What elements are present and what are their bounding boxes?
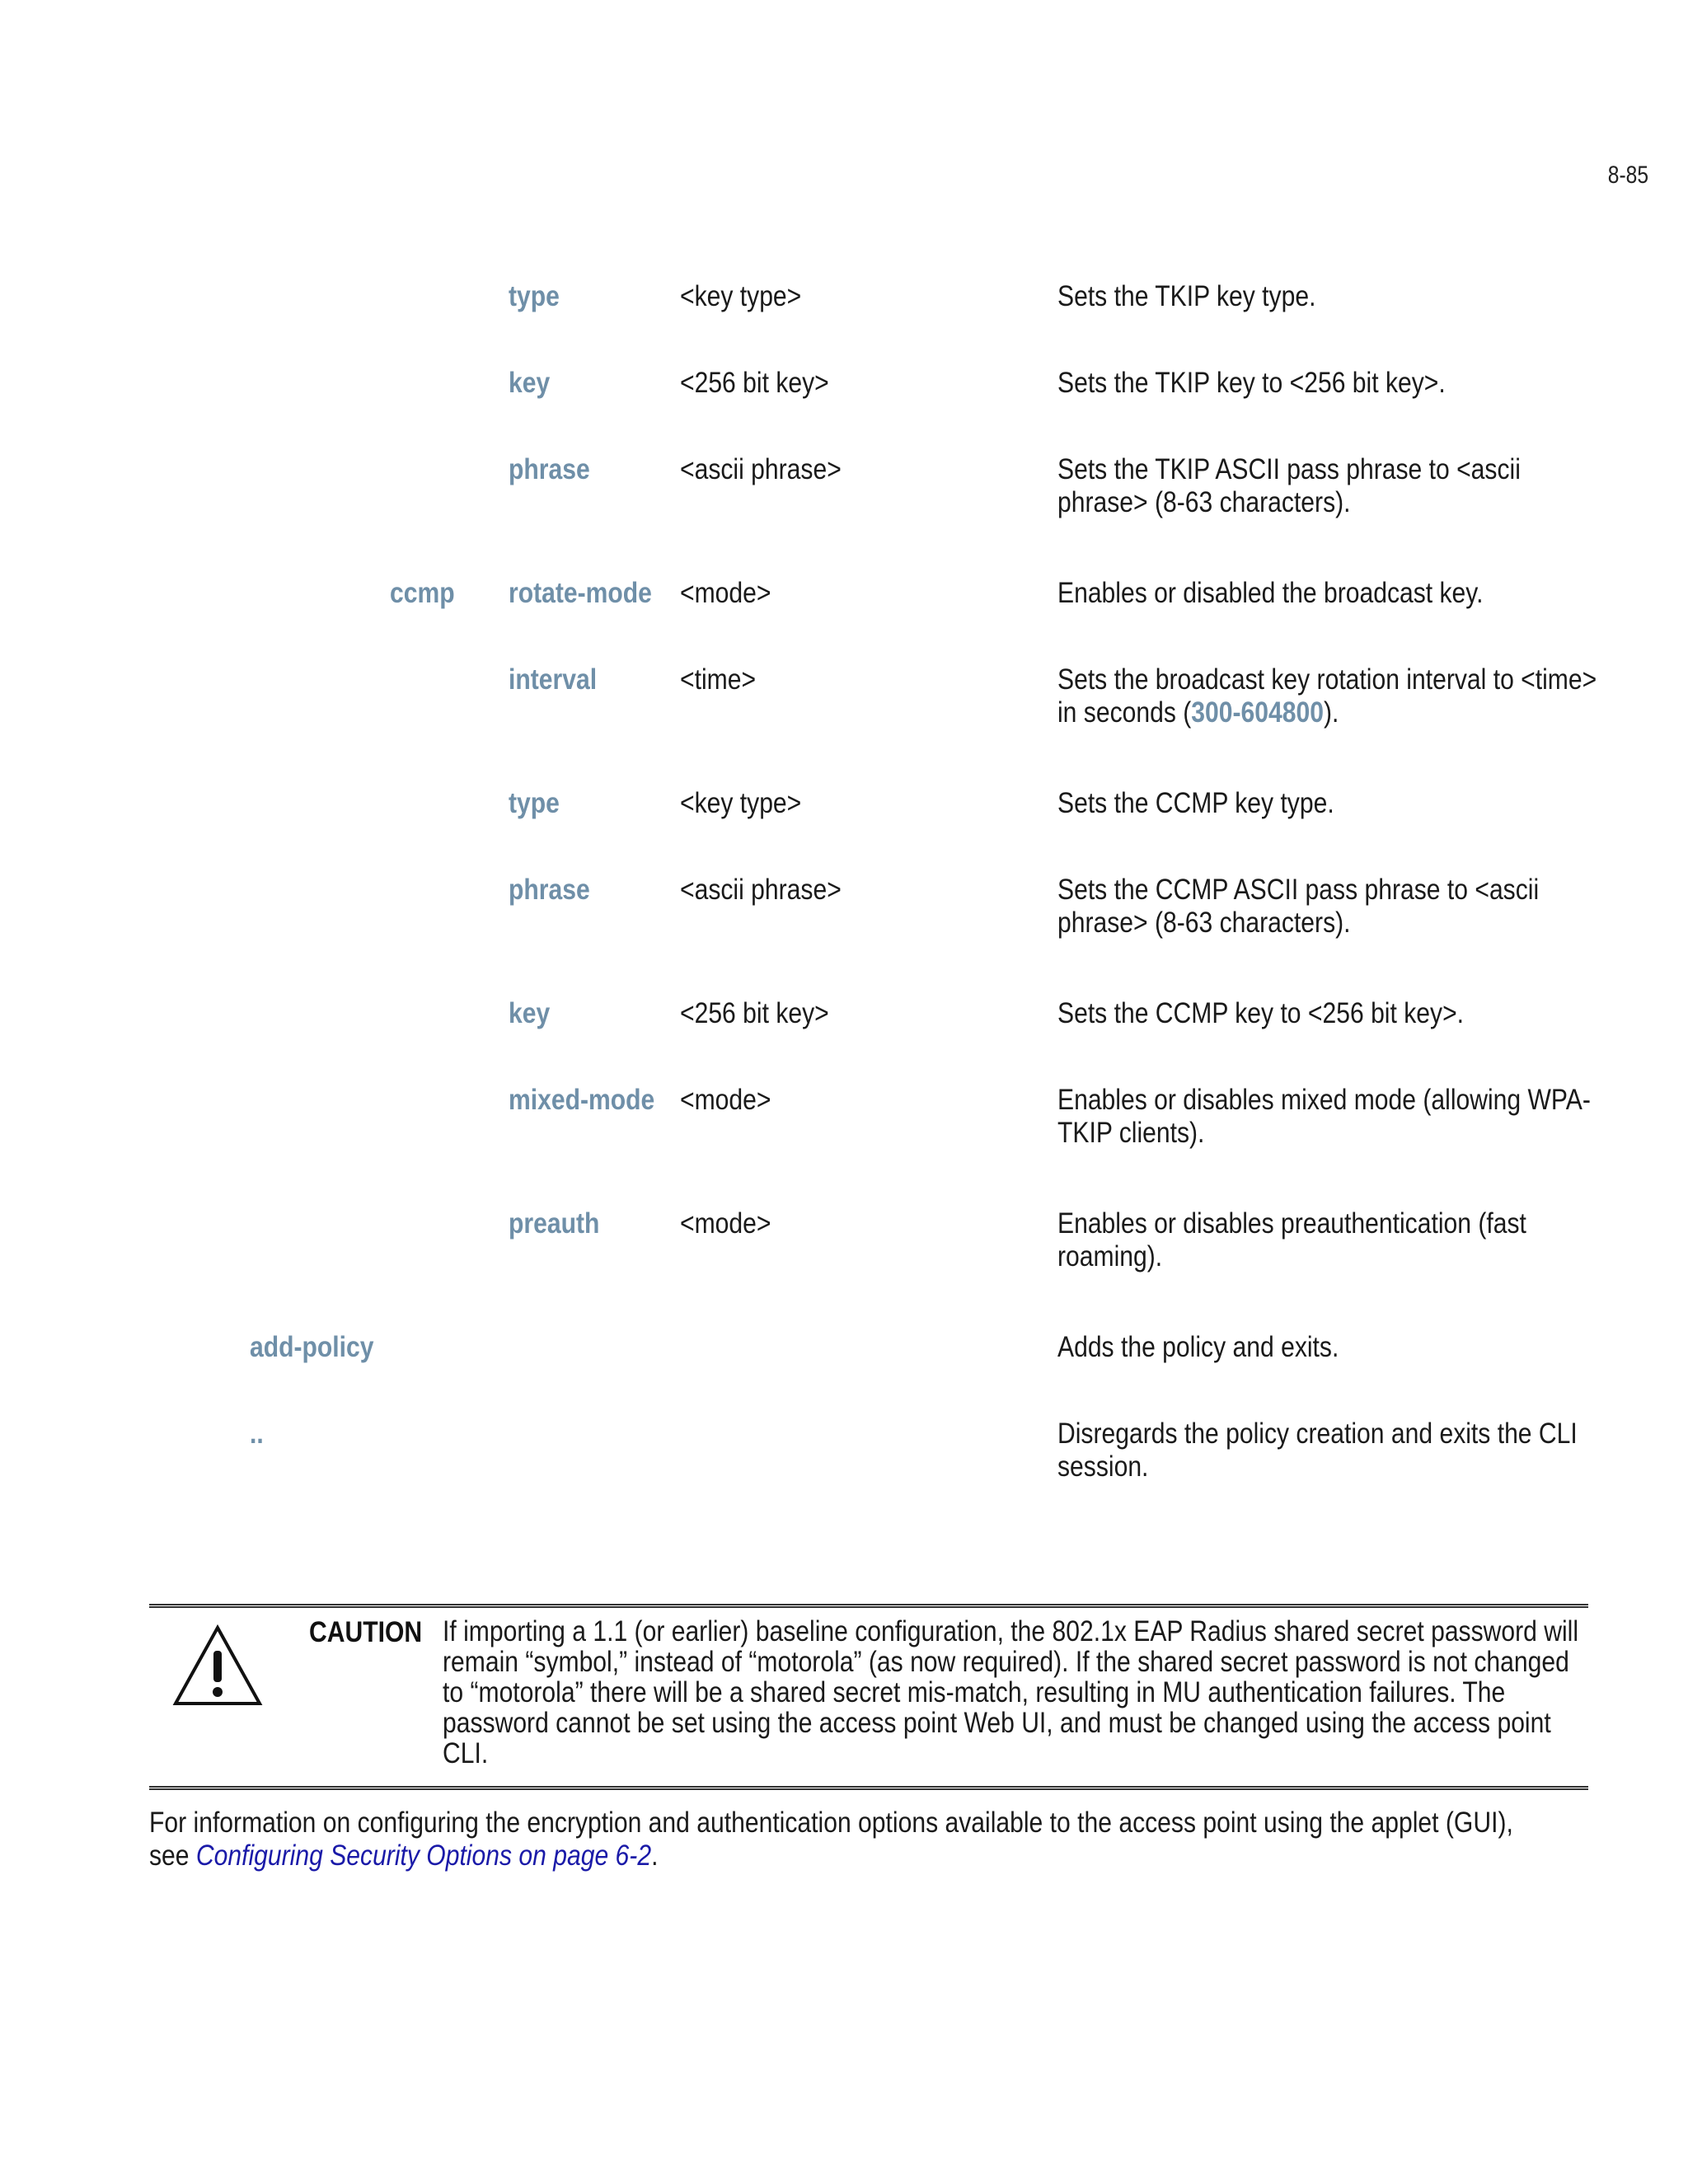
parameter-name: mixed-mode xyxy=(509,1084,655,1116)
command-name: .. xyxy=(250,1418,264,1450)
parameter-value: <mode> xyxy=(680,1084,771,1116)
parameter-name: key xyxy=(509,367,551,399)
parameter-value: <key type> xyxy=(680,280,802,312)
parameter-name: phrase xyxy=(509,453,590,485)
table-row xyxy=(0,874,1688,994)
parameter-description xyxy=(1057,663,1597,729)
caution-box xyxy=(149,1604,1588,1790)
parameter-name: type xyxy=(509,280,560,312)
parameter-name: rotate-mode xyxy=(509,577,652,609)
parameter-description: Sets the TKIP key type. xyxy=(1057,280,1316,312)
warning-triangle-icon xyxy=(172,1624,263,1707)
parameter-name: preauth xyxy=(509,1207,600,1240)
table-row xyxy=(0,453,1688,574)
parameter-name: phrase xyxy=(509,874,590,906)
parameter-name: interval xyxy=(509,663,598,696)
parameter-description: Adds the policy and exits. xyxy=(1057,1331,1339,1363)
parameter-description: Enables or disabled the broadcast key. xyxy=(1057,577,1484,609)
description-text: Sets the broadcast key rotation interval to <time> in seconds ( xyxy=(1057,663,1597,729)
command-table xyxy=(0,280,1688,1724)
parameter-value: <mode> xyxy=(680,577,771,609)
parameter-value: <ascii phrase> xyxy=(680,453,842,485)
parameter-value: <time> xyxy=(680,663,757,696)
caution-label: CAUTION xyxy=(309,1616,423,1648)
command-name: ccmp xyxy=(390,577,455,609)
parameter-value: <ascii phrase> xyxy=(680,874,842,906)
parameter-description: Sets the CCMP ASCII pass phrase to <ascii phrase> (8-63 characters). xyxy=(1057,874,1540,939)
description-text-end: ). xyxy=(1323,696,1339,729)
footer-text: For information on configuring the encryption and authentication options available to the access point using the applet (GUI), see xyxy=(149,1807,1513,1872)
parameter-description: Enables or disables preauthentication (fast roaming). xyxy=(1057,1207,1526,1272)
parameter-description: Enables or disables mixed mode (allowing WPA-TKIP clients). xyxy=(1057,1084,1591,1149)
parameter-value: <256 bit key> xyxy=(680,367,829,399)
cross-reference-link[interactable]: Configuring Security Options on page 6-2 xyxy=(195,1840,652,1872)
parameter-name: type xyxy=(509,787,560,819)
table-row xyxy=(0,663,1688,784)
parameter-description: Sets the CCMP key type. xyxy=(1057,787,1334,819)
footer-paragraph xyxy=(149,1807,1539,1872)
caution-text: If importing a 1.1 (or earlier) baseline configuration, the 802.1x EAP Radius shared secret password will remain “symbol,” instead of “motorola” (as now required). If the shared secret password is not changed to “motorola” there will be a shared secret mis-match, resulting in MU authentication failures. The password cannot be set using the access point Web UI, and must be changed using the access point CLI. xyxy=(443,1615,1579,1769)
range-value: 300-604800 xyxy=(1191,696,1324,729)
table-row xyxy=(0,1084,1688,1204)
parameter-value: <256 bit key> xyxy=(680,997,829,1029)
table-row xyxy=(0,1207,1688,1328)
parameter-description: Sets the TKIP ASCII pass phrase to <ascii phrase> (8-63 characters). xyxy=(1057,453,1521,518)
table-row xyxy=(0,1418,1688,1538)
parameter-name: key xyxy=(509,997,551,1029)
parameter-value: <mode> xyxy=(680,1207,771,1240)
parameter-description: Sets the CCMP key to <256 bit key>. xyxy=(1057,997,1465,1029)
page-number: 8-85 xyxy=(1607,162,1648,189)
parameter-description: Sets the TKIP key to <256 bit key>. xyxy=(1057,367,1446,399)
footer-text-end: . xyxy=(651,1840,659,1872)
parameter-value: <key type> xyxy=(680,787,802,819)
parameter-description: Disregards the policy creation and exits the CLI session. xyxy=(1057,1418,1578,1483)
command-name: add-policy xyxy=(250,1331,374,1363)
